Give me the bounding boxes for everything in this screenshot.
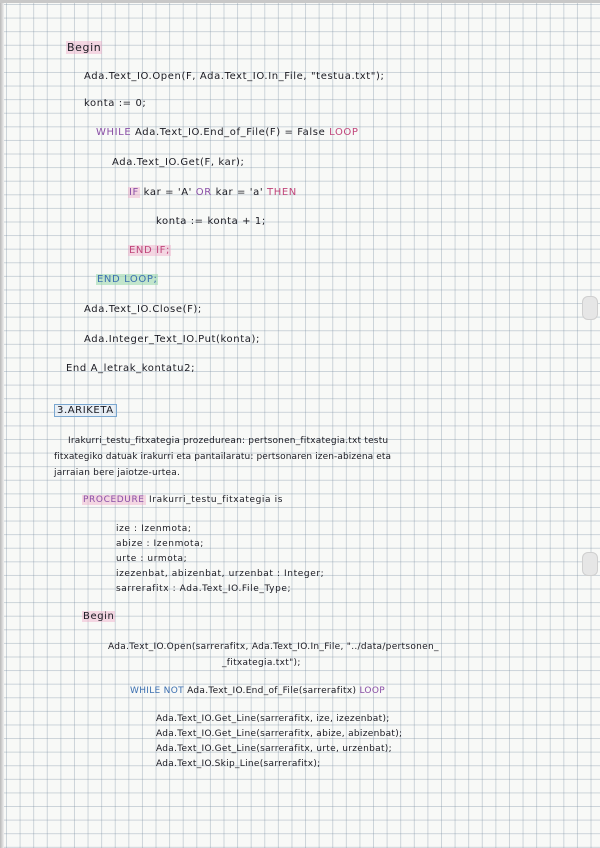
page-top-edge (0, 0, 600, 3)
description-line-1: Irakurri_testu_fitxategia prozedurean: pertsonen_fitxategia.txt testu (68, 436, 389, 446)
code-line-procedure (82, 495, 283, 505)
code-line-put: Ada.Integer_Text_IO.Put(konta); (84, 334, 260, 345)
code-line-open-2: Ada.Text_IO.Open(sarrerafitx, Ada.Text_IO.In_File, "../data/pertsonen_ (108, 642, 439, 652)
code-line-while (96, 127, 359, 138)
code-line-open: Ada.Text_IO.Open(F, Ada.Text_IO.In_File, "testua.txt"); (84, 71, 385, 82)
while-not-condition: Ada.Text_IO.End_of_File(sarrerafitx) (183, 686, 360, 696)
code-line-getline-urte: Ada.Text_IO.Get_Line(sarrerafitx, urte, urzenbat); (156, 744, 392, 754)
punch-hole-2 (582, 552, 598, 576)
if-keyword: IF (129, 187, 139, 198)
code-line-end-loop (96, 274, 158, 285)
code-line-getline-abize: Ada.Text_IO.Get_Line(sarrerafitx, abize, abizenbat); (156, 729, 403, 739)
code-line-getline-ize: Ada.Text_IO.Get_Line(sarrerafitx, ize, izezenbat); (156, 714, 390, 724)
decl-sarrerafitx: sarrerafitx : Ada.Text_IO.File_Type; (116, 584, 292, 594)
code-line-konta-init: konta := 0; (84, 98, 147, 109)
then-keyword: THEN (267, 187, 297, 198)
code-line-while-not (130, 686, 385, 696)
punch-hole-1 (582, 296, 598, 320)
description-line-2: fitxategiko datuak irakurri eta pantailaratu: pertsonaren izen-abizena eta (54, 452, 392, 462)
code-line-skipline: Ada.Text_IO.Skip_Line(sarrerafitx); (156, 759, 321, 769)
page-left-edge (0, 0, 4, 848)
code-line-end-procedure: End A_letrak_kontatu2; (66, 363, 196, 374)
begin-2-keyword (82, 611, 115, 622)
decl-urte: urte : urmota; (116, 554, 188, 564)
procedure-keyword: PROCEDURE (83, 495, 145, 505)
procedure-name: Irakurri_testu_fitxategia is (145, 495, 283, 505)
or-keyword: OR (195, 187, 212, 198)
while-condition: Ada.Text_IO.End_of_File(F) = False (131, 127, 330, 138)
decl-counters: izezenbat, abizenbat, urzenbat : Integer; (116, 569, 325, 579)
loop-keyword: LOOP (329, 127, 359, 138)
if-condition-b: kar = 'a' (211, 187, 268, 198)
code-line-increment: konta := konta + 1; (156, 216, 266, 227)
code-line-close: Ada.Text_IO.Close(F); (84, 304, 202, 315)
end-if-keyword: END IF; (129, 245, 170, 256)
if-condition-a: kar = 'A' (139, 187, 196, 198)
end-loop-keyword: END LOOP; (97, 274, 158, 285)
begin-text: Begin (67, 41, 102, 54)
code-line-open-2-cont: _fitxategia.txt"); (222, 658, 301, 668)
decl-abize: abize : Izenmota; (116, 539, 204, 549)
while-keyword: WHILE (96, 127, 132, 138)
while-not-keyword: WHILE NOT (130, 686, 184, 696)
loop-2-keyword: LOOP (359, 686, 385, 696)
section-title (54, 405, 117, 416)
code-line-get: Ada.Text_IO.Get(F, kar); (112, 157, 245, 168)
begin-keyword (66, 41, 102, 54)
begin-2-text: Begin (83, 611, 115, 622)
description-line-3: jarraian bere jaiotze-urtea. (54, 468, 181, 478)
code-line-end-if (128, 245, 171, 256)
decl-ize: ize : Izenmota; (116, 524, 192, 534)
code-line-if (128, 187, 297, 198)
section-title-text: 3.ARIKETA (54, 404, 117, 417)
